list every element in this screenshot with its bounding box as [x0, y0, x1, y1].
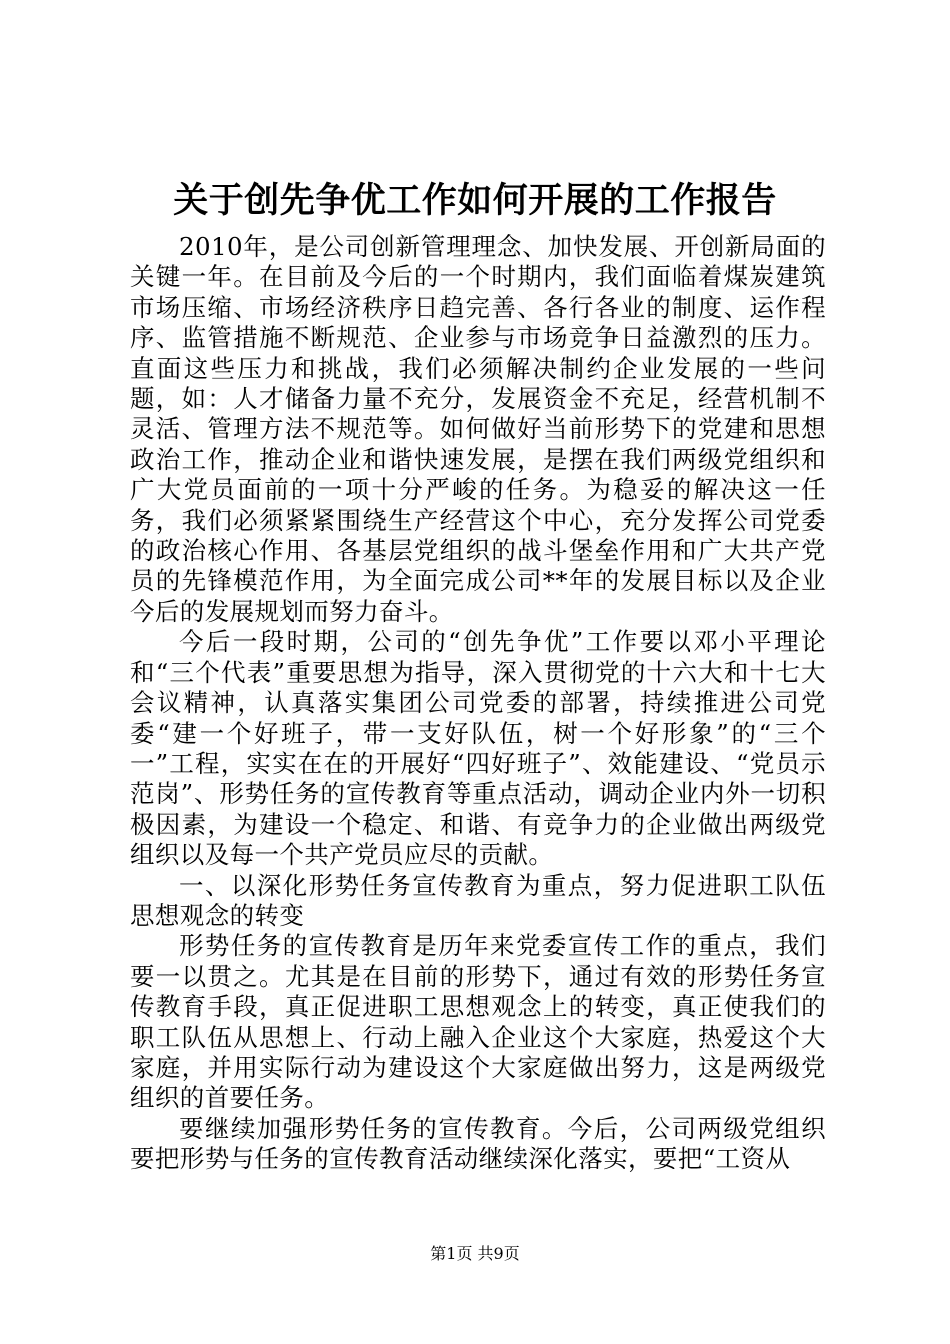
paragraph-intro: 2010年，是公司创新管理理念、加快发展、开创新局面的关键一年。在目前及今后的一个时期内，我们面临着煤炭建筑市场压缩、市场经济秩序日趋完善、各行各业的制度、运作程序、监管措施不断规范、企业参与市场竞争日益激烈的压力。直面这些压力和挑战，我们必须解决制约企业发展的一些问题，如：人才储备力量不充分，发展资金不充足，经营机制不灵活、管理方法不规范等。如何做好当前形势下的党建和思想政治工作，推动企业和谐快速发展，是摆在我们两级党组织和广大党员面前的一项十分严峻的任务。为稳妥的解决这一任务，我们必须紧紧围绕生产经营这个中心，充分发挥公司党委的政治核心作用、各基层党组织的战斗堡垒作用和广大共产党员的先锋模范作用，为全面完成公司**年的发展目标以及企业今后的发展规划而努力奋斗。 [130, 232, 826, 626]
paragraph-propaganda: 形势任务的宣传教育是历年来党委宣传工作的重点，我们要一以贯之。尤其是在目前的形势下，通过有效的形势任务宣传教育手段，真正促进职工思想观念上的转变，真正使我们的职工队伍从思想上、行动上融入企业这个大家庭，热爱这个大家庭，并用实际行动为建设这个大家庭做出努力，这是两级党组织的首要任务。 [130, 931, 826, 1113]
paragraph-guidance: 今后一段时期，公司的“创先争优”工作要以邓小平理论和“三个代表”重要思想为指导，深入贯彻党的十六大和十七大会议精神，认真落实集团公司党委的部署，持续推进公司党委“建一个好班子，带一支好队伍，树一个好形象”的“三个一”工程，实实在在的开展好“四好班子”、效能建设、“党员示范岗”、形势任务的宣传教育等重点活动，调动企业内外一切积极因素，为建设一个稳定、和谐、有竞争力的企业做出两级党组织以及每一个共产党员应尽的贡献。 [130, 627, 826, 870]
page-footer: 第1页 共9页 [430, 1244, 520, 1263]
paragraph-strengthen: 要继续加强形势任务的宣传教育。今后，公司两级党组织要把形势与任务的宣传教育活动继续深化落实，要把“工资从 [130, 1113, 826, 1174]
document-body [130, 232, 826, 1175]
section-heading-1: 一、以深化形势任务宣传教育为重点，努力促进职工队伍思想观念的转变 [130, 870, 826, 930]
document-title: 关于创先争优工作如何开展的工作报告 [173, 180, 777, 221]
